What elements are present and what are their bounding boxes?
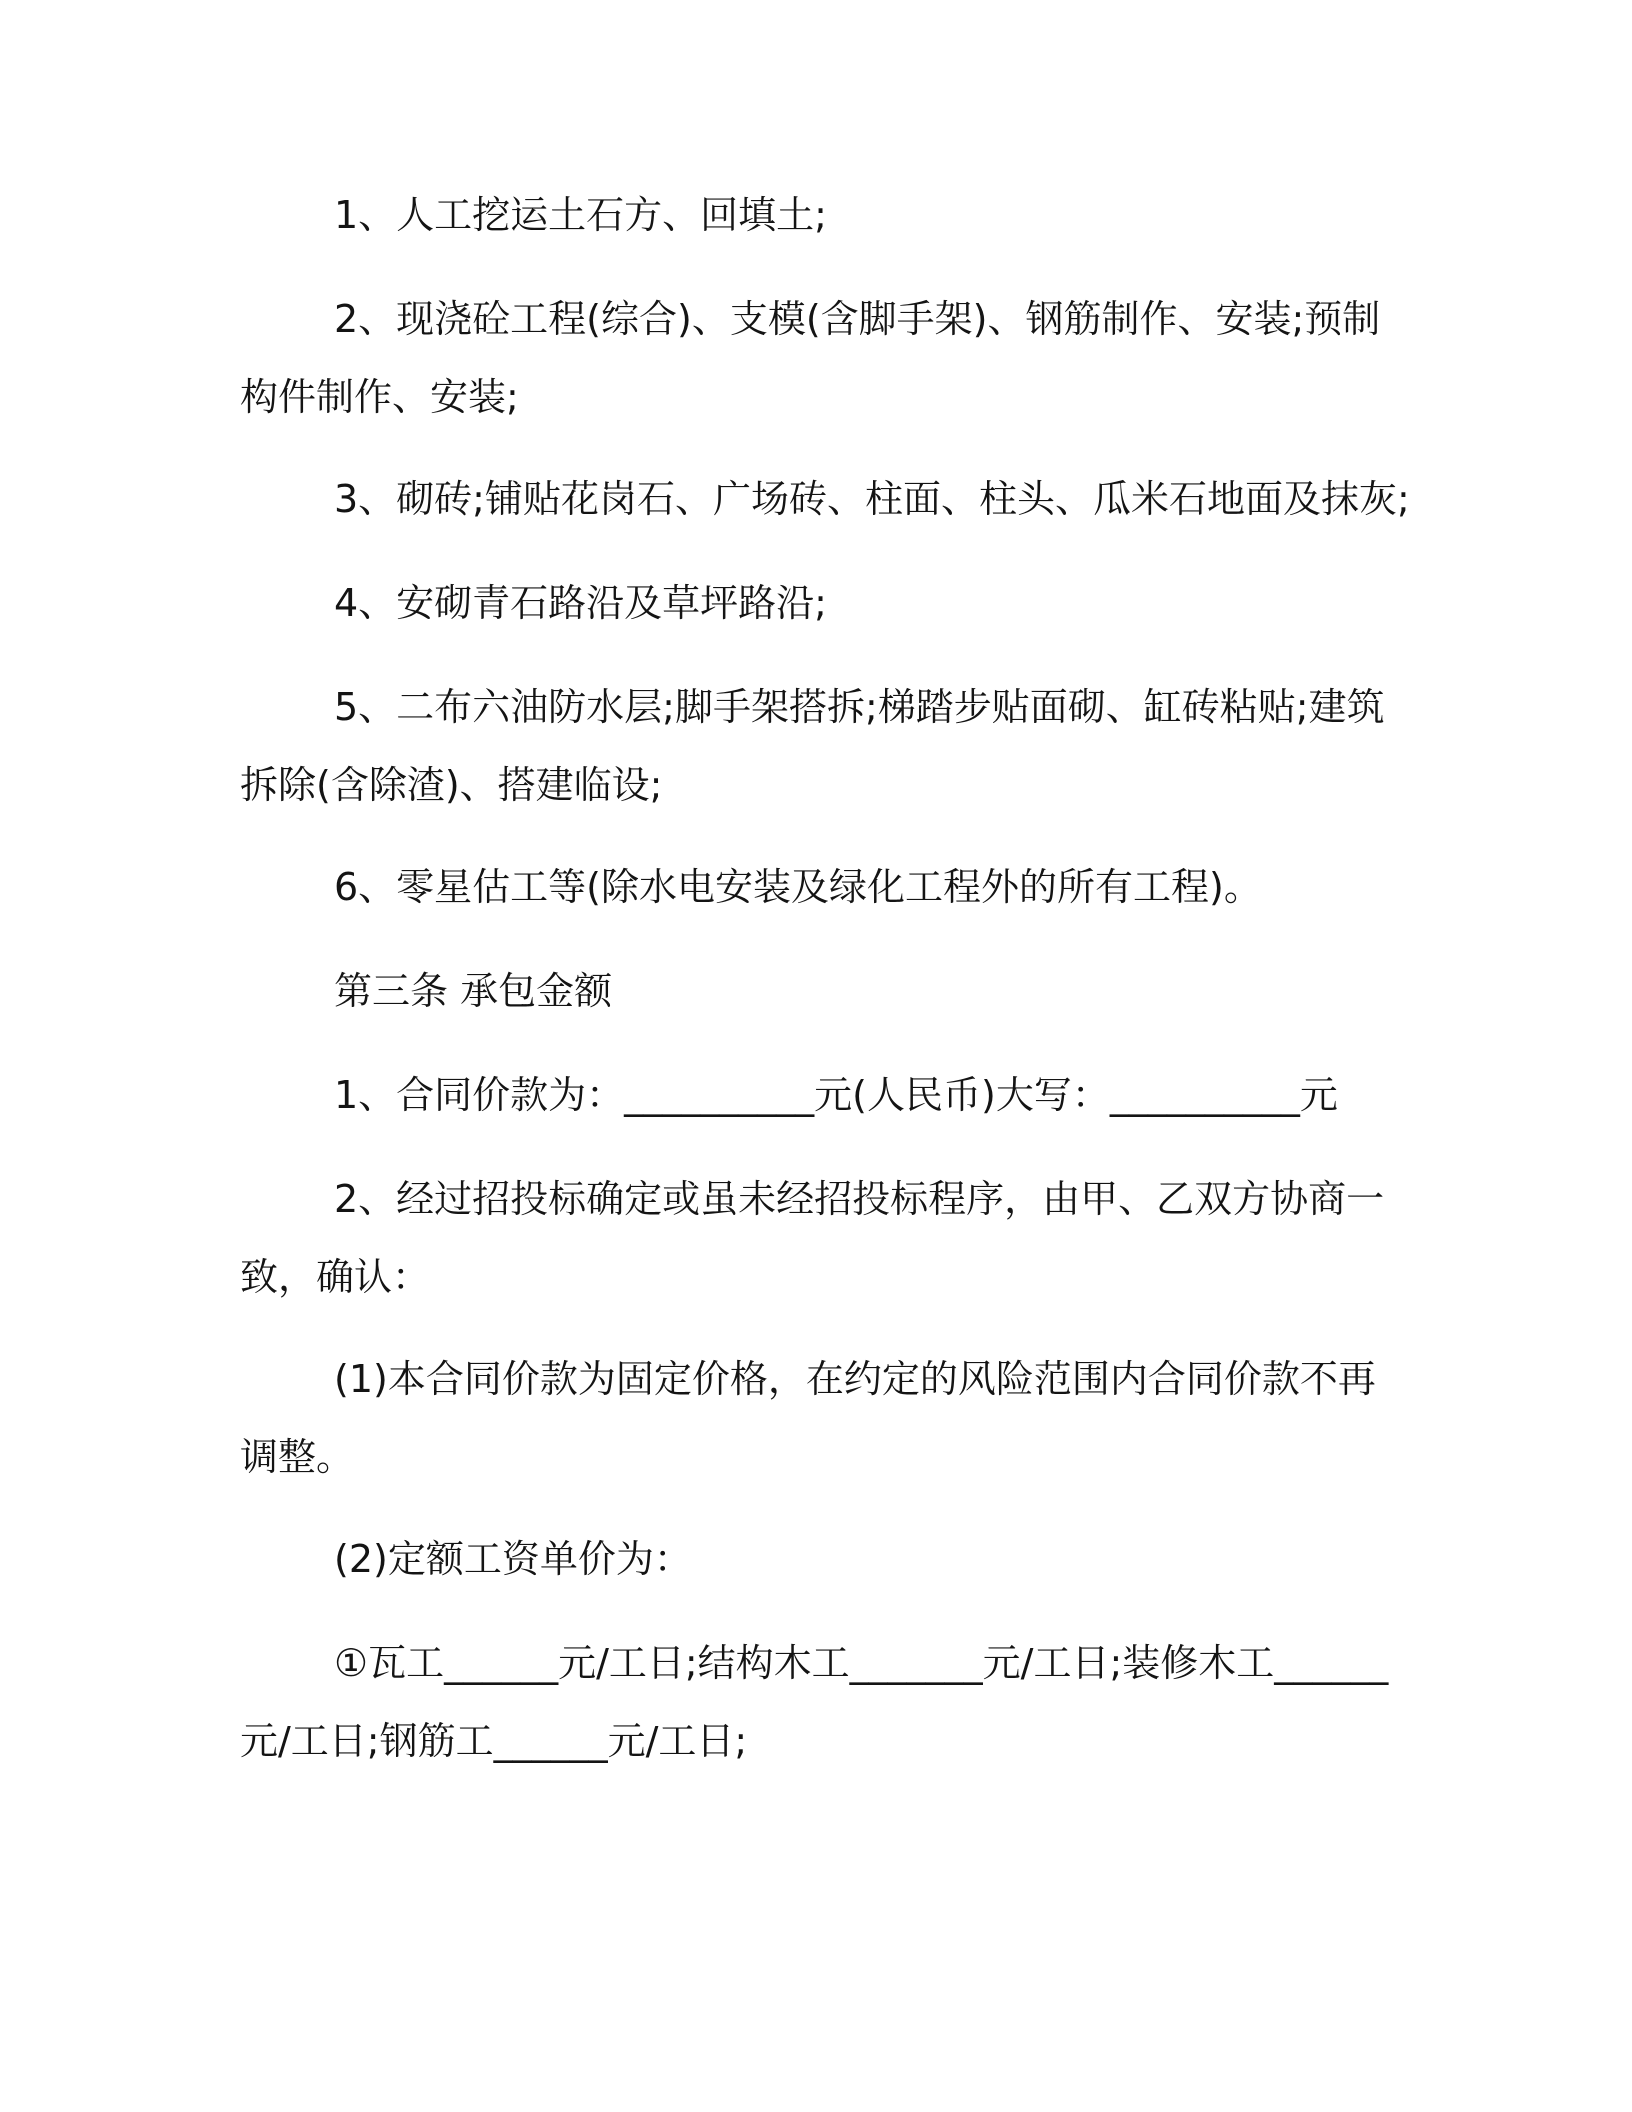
paragraph-line: 调整。 [240, 1435, 355, 1479]
item-3-paragraph [240, 460, 1410, 538]
paragraph-line: 元/工日;钢筋工______元/工日; [240, 1719, 748, 1763]
item-2-paragraph [240, 280, 1390, 436]
section-heading-text: 第三条 承包金额 [334, 969, 613, 1013]
confirmation-paragraph [240, 1160, 1390, 1316]
paragraph-line: (1)本合同价款为固定价格，在约定的风险范围内合同价款不再 [334, 1357, 1376, 1401]
item-6-paragraph [240, 848, 1390, 926]
contract-price-paragraph [240, 1056, 1390, 1134]
paragraph-line: 6、零星估工等(除水电安装及绿化工程外的所有工程)。 [334, 865, 1262, 909]
wage-rates-paragraph [240, 1624, 1390, 1780]
item-1-paragraph [240, 176, 1390, 254]
paragraph-line: 3、砌砖;铺贴花岗石、广场砖、柱面、柱头、瓜米石地面及抹灰; [334, 477, 1410, 521]
paragraph-line: (2)定额工资单价为： [334, 1537, 692, 1581]
paragraph-line: 1、合同价款为：__________元(人民币)大写：__________元 [334, 1073, 1338, 1117]
item-4-paragraph [240, 564, 1390, 642]
paragraph-line: 2、现浇砼工程(综合)、支模(含脚手架)、钢筋制作、安装;预制 [334, 297, 1381, 341]
paragraph-line: 致，确认： [240, 1255, 431, 1299]
wage-price-paragraph [240, 1520, 1390, 1598]
item-5-paragraph [240, 668, 1390, 824]
paragraph-line: 拆除(含除渣)、搭建临设; [240, 763, 663, 807]
fixed-price-paragraph [240, 1340, 1390, 1496]
paragraph-line: 1、人工挖运土石方、回填土; [334, 193, 827, 237]
paragraph-line: 构件制作、安装; [240, 375, 519, 419]
section-heading [240, 952, 1390, 1030]
paragraph-line: 2、经过招投标确定或虽未经招投标程序，由甲、乙双方协商一 [334, 1177, 1385, 1221]
paragraph-line: ①瓦工______元/工日;结构木工_______元/工日;装修木工______ [334, 1641, 1389, 1685]
paragraph-line: 5、二布六油防水层;脚手架搭拆;梯踏步贴面砌、缸砖粘贴;建筑 [334, 685, 1385, 729]
paragraph-line: 4、安砌青石路沿及草坪路沿; [334, 581, 827, 625]
